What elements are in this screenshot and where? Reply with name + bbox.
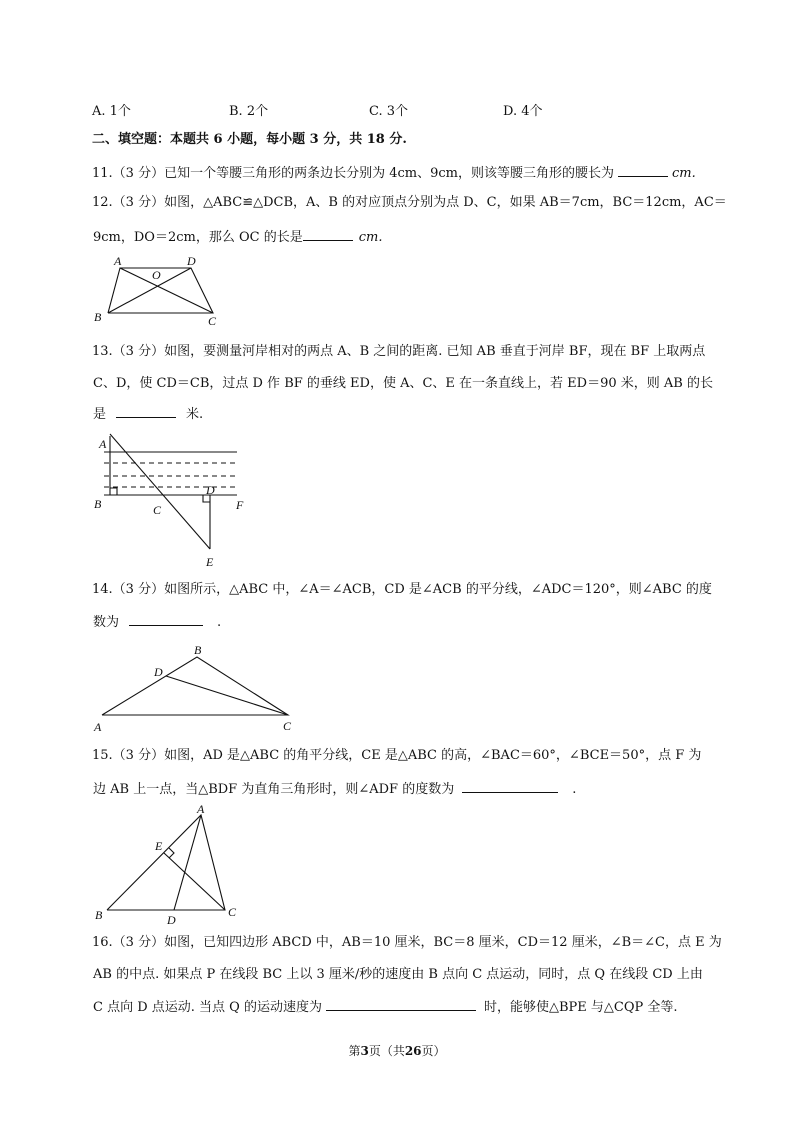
choice-c: C. 3个 xyxy=(369,104,409,119)
answer-blank[interactable] xyxy=(618,163,668,177)
q15-period: . xyxy=(572,782,577,797)
answer-blank[interactable] xyxy=(326,997,476,1011)
right-angle-b xyxy=(110,488,117,495)
label-c: C xyxy=(283,719,292,733)
q13-text: 是 xyxy=(93,407,107,422)
choice-b: B. 2个 xyxy=(229,104,269,119)
question-16-line3 xyxy=(93,997,678,1017)
question-13-line1: 13.（3 分）如图，要测量河岸相对的两点 A、B 之间的距离. 已知 AB 垂直于河岸 BF，现在 BF 上取两点 xyxy=(92,344,706,359)
choice-d: D. 4个 xyxy=(503,104,543,119)
q16-text-end: 时，能够使△BPE 与△CQP 全等. xyxy=(483,1000,678,1015)
label-d: D xyxy=(154,665,163,679)
question-12-line2 xyxy=(93,227,382,247)
diagonal-ac xyxy=(120,268,213,313)
answer-blank[interactable] xyxy=(303,227,353,241)
answer-blank[interactable] xyxy=(116,404,176,418)
footer-prefix: 第 xyxy=(348,1044,361,1058)
triangle-abc xyxy=(107,815,225,910)
q14-text: 数为 xyxy=(93,615,120,630)
question-12-line1: 12.（3 分）如图，△ABC≌△DCB，A、B 的对应顶点分别为点 D、C，如果 AB＝7cm，BC＝12cm，AC＝ xyxy=(92,195,727,210)
figure-q15 xyxy=(90,802,250,930)
label-d: D xyxy=(167,913,176,927)
question-16-line1: 16.（3 分）如图，已知四边形 ABCD 中，AB＝10 厘米，BC＝8 厘米，CD＝12 厘米，∠B＝∠C，点 E 为 xyxy=(92,935,722,950)
label-b: B xyxy=(95,908,103,922)
figure-q13 xyxy=(90,430,250,570)
q11-unit: cm. xyxy=(671,166,696,181)
q13-unit: 米. xyxy=(186,407,204,422)
label-b: B xyxy=(94,310,102,324)
label-d: D xyxy=(187,254,196,268)
page-total: 26 xyxy=(404,1044,422,1058)
question-11 xyxy=(92,163,696,183)
label-c: C xyxy=(228,905,237,919)
label-c: C xyxy=(208,314,217,328)
page-footer xyxy=(0,1042,794,1059)
q12-text: 9cm，DO＝2cm，那么 OC 的长是 xyxy=(93,230,303,245)
question-13-line2: C、D，使 CD＝CB，过点 D 作 BF 的垂线 ED，使 A、C、E 在一条直线上，若 ED＝90 米，则 AB 的长 xyxy=(93,376,713,391)
question-16-line2: AB 的中点. 如果点 P 在线段 BC 上以 3 厘米/秒的速度由 B 点向 C 点运动，同时，点 Q 在线段 CD 上由 xyxy=(93,967,703,982)
question-14-line1: 14.（3 分）如图所示，△ABC 中，∠A＝∠ACB，CD 是∠ACB 的平分线，∠ADC＝120°，则∠ABC 的度 xyxy=(92,582,712,597)
label-e: E xyxy=(155,839,163,853)
label-d: D xyxy=(206,483,215,497)
section-header: 二、填空题：本题共 6 小题，每小题 3 分，共 18 分. xyxy=(92,132,407,147)
figure-q12 xyxy=(88,255,228,330)
label-a: A xyxy=(114,254,122,268)
figure-q14 xyxy=(90,640,300,735)
answer-blank[interactable] xyxy=(462,779,558,793)
label-c: C xyxy=(153,503,162,517)
answer-blank[interactable] xyxy=(129,612,203,626)
right-angle-e xyxy=(169,848,174,858)
segment-ae xyxy=(110,434,210,549)
choice-a: A. 1个 xyxy=(92,104,131,119)
label-b: B xyxy=(194,643,202,657)
label-a: A xyxy=(94,720,102,734)
footer-suffix: 页） xyxy=(421,1044,446,1058)
q14-period: . xyxy=(217,615,222,630)
label-e: E xyxy=(206,555,214,569)
segment-cd xyxy=(166,676,288,715)
page-number: 3 xyxy=(360,1044,369,1058)
question-15-line2 xyxy=(93,779,576,799)
label-f: F xyxy=(236,498,244,512)
segment-ce xyxy=(164,853,225,910)
q12-unit: cm. xyxy=(358,230,383,245)
q16-text: C 点向 D 点运动. 当点 Q 的运动速度为 xyxy=(93,1000,322,1015)
question-15-line1: 15.（3 分）如图，AD 是△ABC 的角平分线，CE 是△ABC 的高，∠BAC＝60°，∠BCE＝50°，点 F 为 xyxy=(92,748,702,763)
label-b: B xyxy=(94,497,102,511)
question-14-line2 xyxy=(93,612,221,632)
diagonal-db xyxy=(108,268,191,313)
label-o: O xyxy=(152,268,161,282)
footer-middle: 页（共 xyxy=(368,1044,405,1058)
label-a: A xyxy=(197,802,205,816)
label-a: A xyxy=(99,437,107,451)
q15-text: 边 AB 上一点，当△BDF 为直角三角形时，则∠ADF 的度数为 xyxy=(93,782,455,797)
q11-text: 11.（3 分）已知一个等腰三角形的两条边长分别为 4cm、9cm，则该等腰三角形的腰长为 xyxy=(92,166,614,181)
question-13-line3 xyxy=(93,404,203,424)
